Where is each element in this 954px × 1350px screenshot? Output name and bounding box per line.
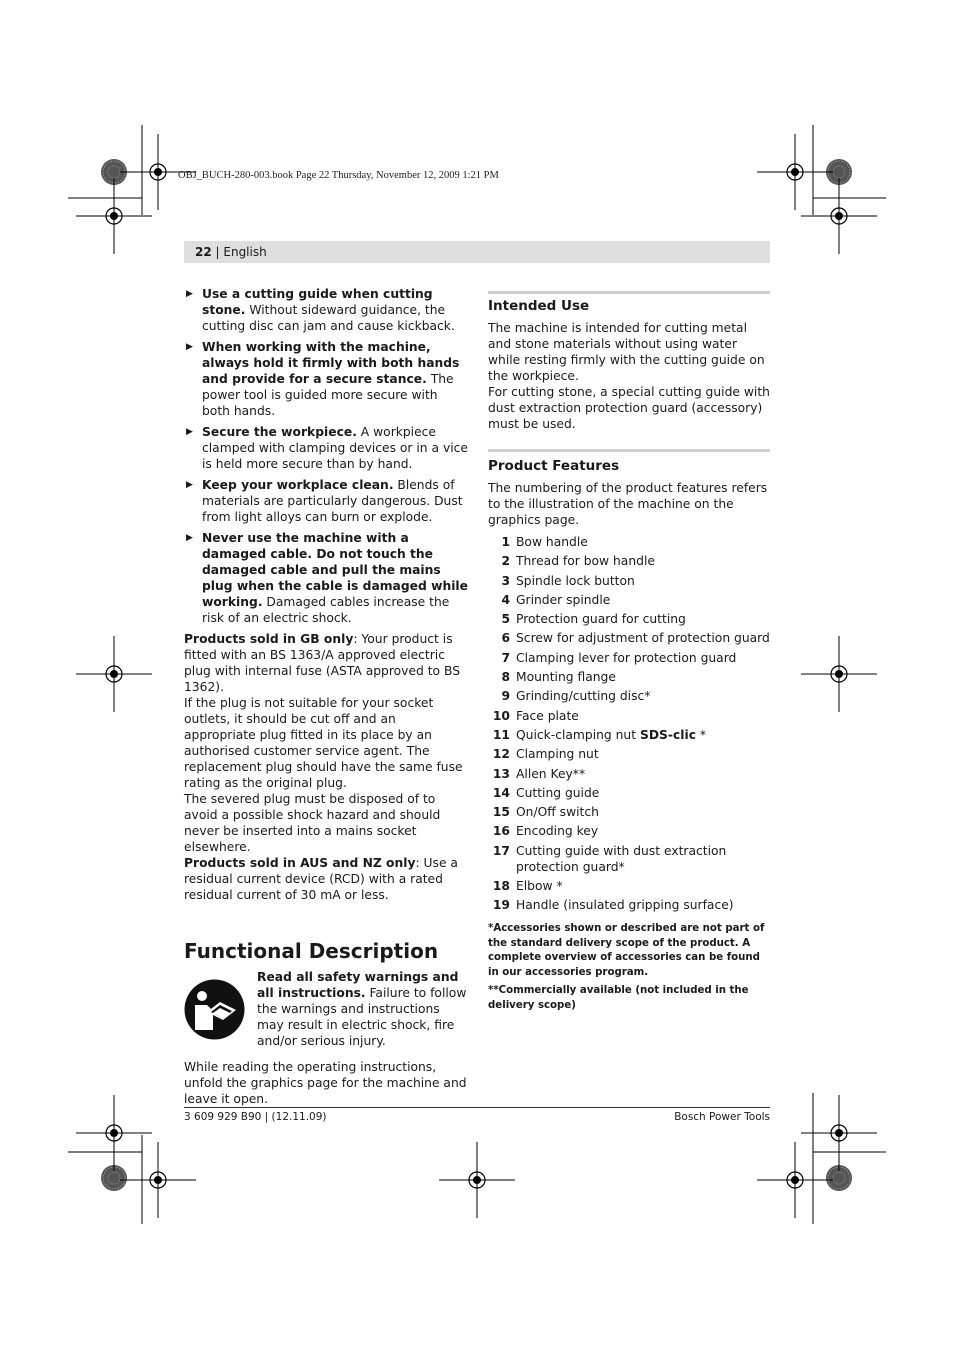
functional-description-heading: Functional Description (184, 939, 439, 963)
safety-bullet: ▶ Never use the machine with a damaged cable. Do not touch the damaged cable and pull the mains plug when the cable is damaged while working. Damaged cables increase the risk of an electric shock. (186, 531, 468, 625)
feature-item: 12 Clamping nut (492, 747, 599, 762)
feature-item: 11 Quick-clamping nut SDS-clic * (492, 727, 707, 742)
footer-document-number: 3 609 929 B90 | (12.11.09) (184, 1111, 327, 1123)
aus-nz-paragraph: Products sold in AUS and NZ only: Use a residual current device (RCD) with a rated residual current of 30 mA or less. (184, 856, 458, 902)
read-manual-icon (184, 979, 245, 1040)
feature-item: 1 Bow handle (501, 535, 588, 549)
reading-instructions-paragraph: While reading the operating instructions, unfold the graphics page for the machine and leave it open. (184, 1060, 467, 1106)
warning-text: Read all safety warnings and all instructions. Failure to follow the warnings and instructions may result in electric shock, fire and/or serious injury. (257, 970, 467, 1048)
feature-item: 3 Spindle lock button (501, 573, 635, 588)
page-header: 22 | English (195, 245, 267, 259)
right-column (488, 291, 770, 1013)
feature-item: 14 Cutting guide (492, 785, 600, 800)
safety-bullet: ▶ Keep your workplace clean. Blends of materials are particularly dangerous. Dust from light alloys can burn or explode. (186, 478, 463, 524)
footer-brand: Bosch Power Tools (674, 1111, 770, 1123)
page-header-bar (184, 241, 770, 263)
warning-block (184, 969, 468, 1054)
feature-item: 7 Clamping lever for protection guard (501, 650, 737, 665)
intended-use-paragraph: The machine is intended for cutting metal and stone materials without using water while resting firmly with the cutting guide on the workpiece. (488, 321, 765, 383)
feature-item: 6 Screw for adjustment of protection guard (501, 631, 770, 646)
bullet-arrow-icon: ▶ (186, 480, 193, 490)
footer-rule (184, 1107, 770, 1108)
accessories-note: *Accessories shown or described are not part of the standard delivery scope of the product. A complete overview of accessories can be found in our accessories program. (488, 923, 765, 978)
feature-item: 2 Thread for bow handle (501, 554, 655, 569)
print-slug-line: OBJ_BUCH-280-003.book Page 22 Thursday, November 12, 2009 1:21 PM (178, 170, 499, 181)
features-list (488, 534, 770, 916)
feature-item: 10 Face plate (492, 708, 579, 723)
feature-item: 18 Elbow * (492, 878, 563, 893)
header-language: English (223, 245, 267, 259)
safety-bullet: ▶ Secure the workpiece. A workpiece clamped with clamping devices or in a vice is held more secure than by hand. (186, 425, 468, 471)
feature-item: 8 Mounting flange (501, 670, 616, 685)
feature-item: 9 Grinding/cutting disc* (501, 689, 651, 704)
safety-bullet: ▶ Use a cutting guide when cutting stone. Without sideward guidance, the cutting disc can jam and cause kickback. (186, 287, 455, 333)
feature-item: 15 On/Off switch (492, 805, 599, 820)
feature-item: 19 Handle (insulated gripping surface) (492, 898, 734, 913)
intended-use-section (488, 291, 770, 432)
feature-item: 5 Protection guard for cutting (501, 612, 686, 627)
feature-item: 4 Grinder spindle (501, 592, 611, 607)
bullet-arrow-icon: ▶ (186, 342, 193, 352)
feature-item: 16 Encoding key (492, 824, 599, 839)
product-features-heading: Product Features (488, 458, 620, 474)
page-number: 22 (195, 245, 212, 259)
severed-plug-paragraph: The severed plug must be disposed of to avoid a possible shock hazard and should never be inserted into a mains socket elsewhere. (184, 792, 441, 854)
bullet-arrow-icon: ▶ (186, 533, 193, 543)
commercially-available-note: **Commercially available (not included in the delivery scope) (488, 985, 749, 1011)
intended-use-stone-paragraph: For cutting stone, a special cutting guide with dust extraction protection guard (accessory) must be used. (488, 385, 770, 431)
plug-paragraph: If the plug is not suitable for your socket outlets, it should be cut off and an appropriate plug fitted in its place by an authorised customer service agent. The replacement plug should have the same fuse rating as the original plug. (184, 696, 463, 790)
sds-clic-logo: SDS-clic (639, 727, 697, 742)
product-features-section (488, 449, 770, 1013)
gb-paragraph: Products sold in GB only: Your product is fitted with an BS 1363/A approved electric plug with internal fuse (ASTA approved to BS 1362). (184, 632, 461, 694)
left-column (184, 286, 468, 1107)
feature-item: 13 Allen Key** (492, 766, 586, 781)
feature-item: 17 Cutting guide with dust extraction protection guard* (492, 843, 727, 874)
safety-bullet: ▶ When working with the machine, always hold it firmly with both hands and provide for a secure stance. The power tool is guided more secure with both hands. (186, 340, 460, 418)
bullet-arrow-icon: ▶ (186, 289, 193, 299)
features-intro: The numbering of the product features refers to the illustration of the machine on the graphics page. (488, 481, 768, 527)
bullet-arrow-icon: ▶ (186, 427, 193, 437)
intended-use-heading: Intended Use (488, 298, 590, 314)
